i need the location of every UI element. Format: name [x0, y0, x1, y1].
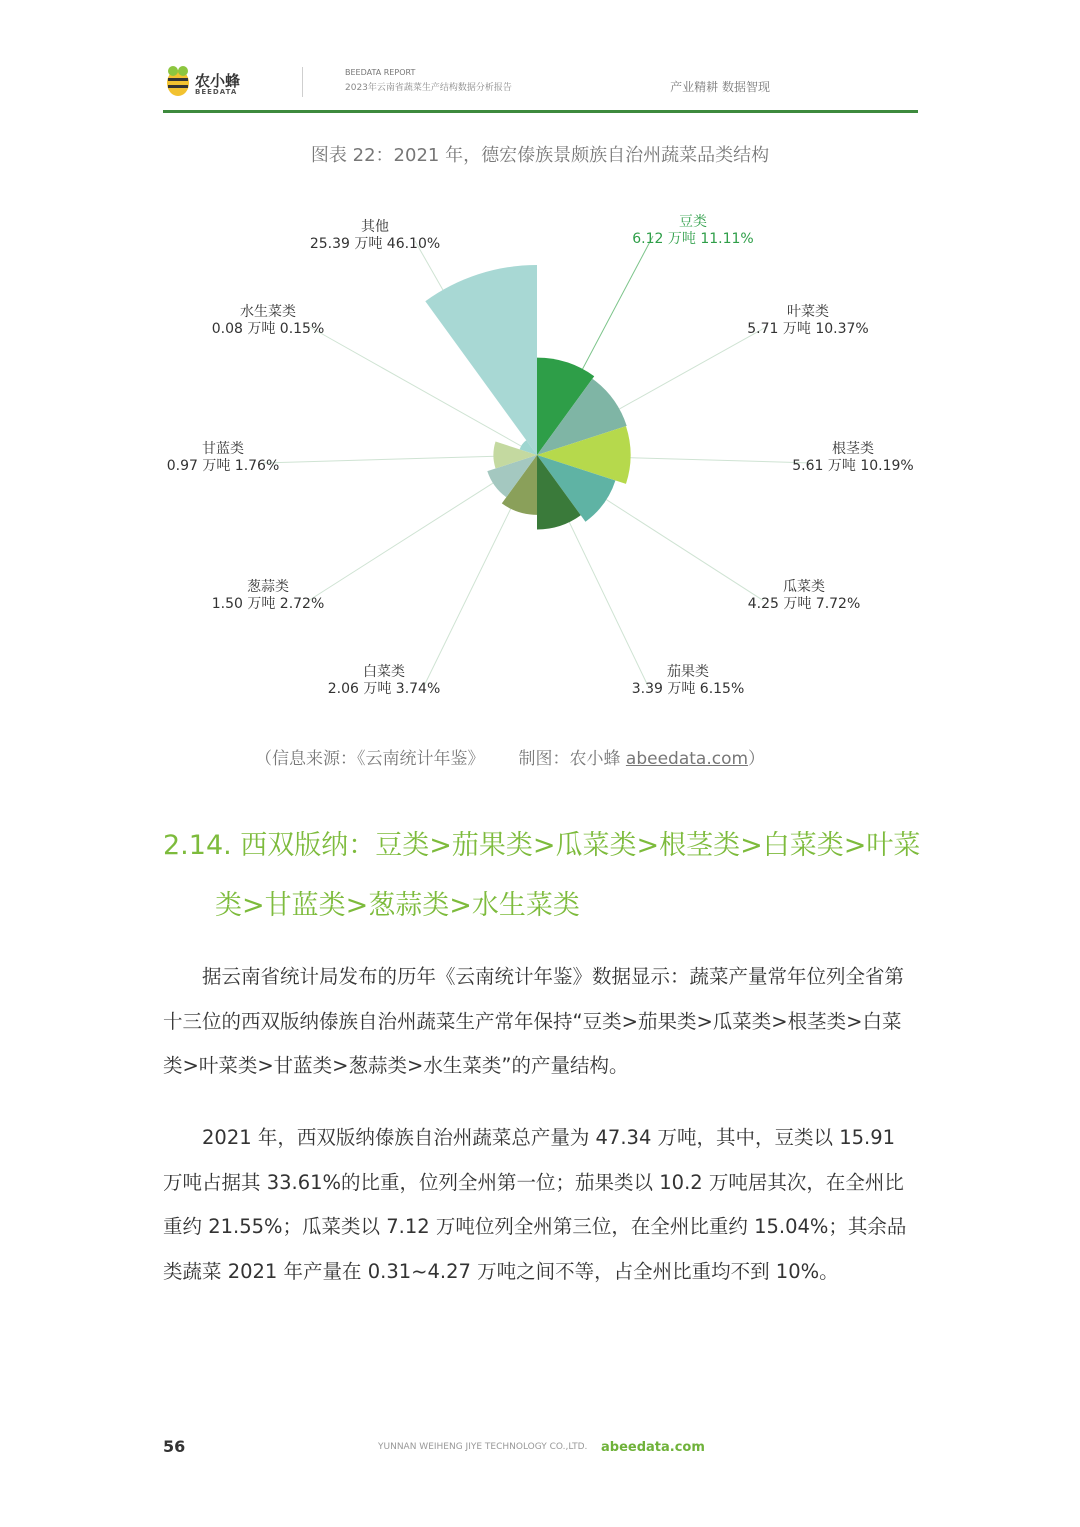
slice-name-label: 水生菜类 [240, 304, 296, 320]
logo-subtext: BEEDATA [195, 88, 238, 96]
slice-name-label: 瓜菜类 [783, 579, 825, 595]
slice-name-label: 豆类 [679, 214, 707, 230]
footer-url[interactable]: abeedata.com [601, 1440, 705, 1455]
chart-link[interactable]: abeedata.com [625, 749, 749, 769]
paragraph-1: 据云南省统计局发布的历年《云南统计年鉴》数据显示：蔬菜产量常年位列全省第十三位的西双版纳傣族自治州蔬菜生产常年保持“豆类>茄果类>瓜菜类>根茎类>白菜类>叶菜类>甘蓝类>葱蒜类>水生菜类”的产量结构。 [163, 965, 905, 1077]
figure-source [255, 744, 765, 769]
slice-name-label: 叶菜类 [787, 304, 829, 320]
slice-name-label: 葱蒜类 [247, 579, 289, 595]
slice-name-label: 其他 [361, 219, 389, 235]
footer-company: YUNNAN WEIHENG JIYE TECHNOLOGY CO.,LTD. [378, 1442, 588, 1452]
header-slogan: 产业精耕 数据智现 [670, 80, 770, 94]
source-label: （信息来源：《云南统计年鉴》 [255, 749, 485, 769]
slice-value-label: 4.25 万吨 7.72% [747, 596, 861, 612]
rose-slice-10 [425, 265, 537, 455]
slice-value-label: 5.71 万吨 10.37% [747, 321, 869, 337]
report-title-cn: 2023年云南省蔬菜生产结构数据分析报告 [345, 83, 512, 93]
chart-by: 制图：农小蜂 [518, 749, 626, 769]
report-title-en: BEEDATA REPORT [345, 68, 416, 77]
page-number: 56 [163, 1437, 186, 1456]
slice-name-label: 茄果类 [667, 664, 709, 680]
slice-value-label: 2.06 万吨 3.74% [327, 681, 441, 697]
section-heading [163, 816, 923, 936]
slice-name-label: 根茎类 [832, 441, 874, 457]
slice-name-label: 白菜类 [363, 664, 405, 680]
slice-value-label: 1.50 万吨 2.72% [211, 596, 325, 612]
section-heading-line1: 2.14. 西双版纳：豆类>茄果类>瓜菜类>根茎类>白菜类>叶菜 [163, 830, 921, 861]
slice-value-label: 0.97 万吨 1.76% [166, 458, 280, 474]
section-heading-line2: 类>甘蓝类>葱蒜类>水生菜类 [215, 890, 580, 921]
slice-value-label: 5.61 万吨 10.19% [792, 458, 914, 474]
slice-value-label: 0.08 万吨 0.15% [211, 321, 325, 337]
paragraph-2: 2021 年，西双版纳傣族自治州蔬菜总产量为 47.34 万吨，其中，豆类以 15.91 万吨占据其 33.61%的比重，位列全州第一位；茄果类以 10.2 万吨居其次，在全州比重约 21.55%；瓜菜类以 7.12 万吨位列全州第三位，在全州比重约 15.04%；其余品类蔬菜 2021 年产量在 0.31~4.27 万吨之间不等，占全州比重均不到 10%。 [163, 1126, 907, 1283]
source-close: ） [748, 749, 766, 769]
figure-title: 图表 22：2021 年，德宏傣族景颇族自治州蔬菜品类结构 [310, 145, 770, 166]
slice-value-label: 25.39 万吨 46.10% [309, 236, 441, 252]
slice-value-label: 3.39 万吨 6.15% [631, 681, 745, 697]
slice-name-label: 甘蓝类 [202, 441, 244, 457]
slice-value-label: 6.12 万吨 11.11% [632, 231, 754, 247]
logo-text: 农小蜂 [195, 72, 241, 90]
